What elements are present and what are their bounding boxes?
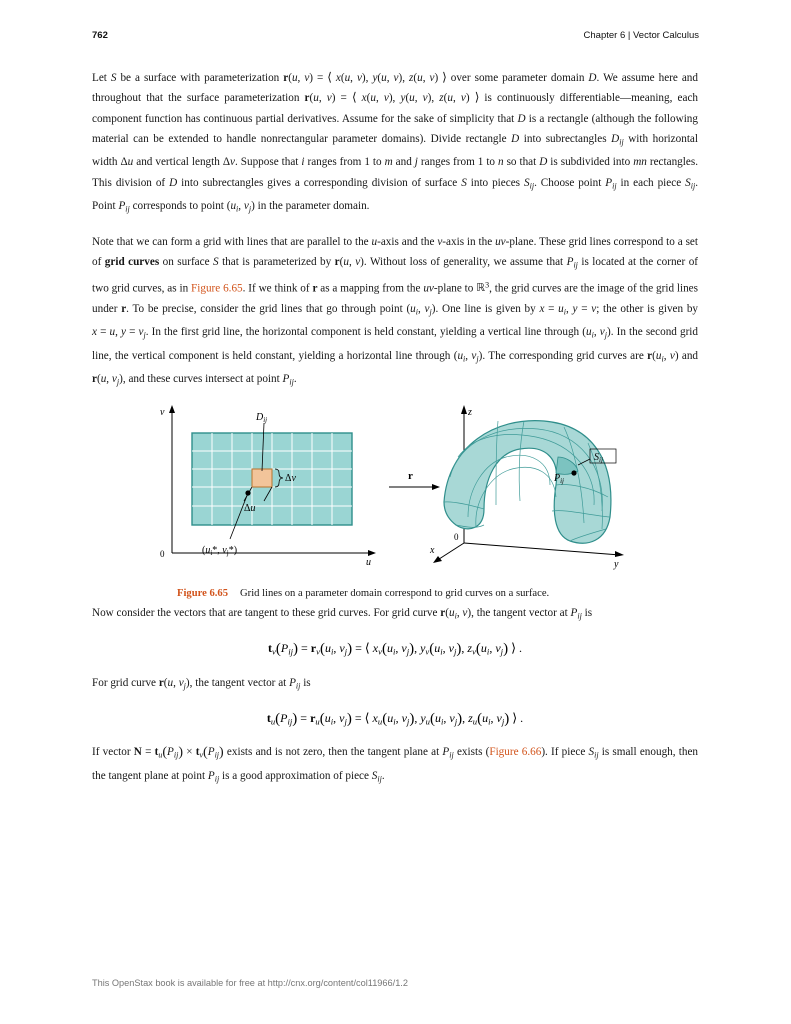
footer-text: This OpenStax book is available for free at http://cnx.org/content/col11966/1.2	[92, 978, 408, 988]
right-origin-label: 0	[454, 531, 459, 542]
chapter-title: Chapter 6 | Vector Calculus	[583, 30, 699, 41]
right-axis-y-label: y	[614, 558, 619, 570]
left-dij-label: $D_{ij}$	[256, 411, 268, 424]
paragraph-3: Now consider the vectors that are tangent to these grid curves. For grid curve $r(u_i$, v), the tangent vector at $P_{ij}$ is	[92, 606, 593, 621]
right-point-label: $P_{ij}$	[554, 472, 564, 485]
paragraph-5: If vector $N = t_u(P_{ij}) \times t_v(P_{ij})$ exists and is not zero, then the tangent plane at $P_{ij}$ exists (Figure 6.66). If piece $S_{ij}$ is small enough, then the tangent plane at point $P_{ij}$ is a good approximation of piece $S_{ij}$.	[92, 745, 699, 784]
figure-6-65	[92, 405, 698, 599]
left-axis-u-label: u	[366, 556, 371, 568]
figure-caption-label: Figure 6.65	[177, 587, 229, 599]
figure-6-66-link[interactable]: Figure 6.66	[489, 746, 542, 759]
page-content	[92, 68, 698, 801]
paragraph-2: Note that we can form a grid with lines that are parallel to the u-axis and the v-axis in the uv-plane. These grid lines correspond to a set of grid curves on surface S that is parameterized by r(u, v). Without loss of generality, we assume that $P_{ij}$ is located at the corner of two grid curves, as in Figure 6.65. If we think of r as a mapping from the uv-plane to ℝ$^3$, the grid curves are the image of the grid lines under r. To be precise, consider the grid lines that go through point ($u_i$, $v_j$). One line is given by $x = u_i$, y = v; the other is given by x = u, $y = v_j$. In the first grid line, the horizontal component is held constant, yielding a vertical line through ($u_i$, $v_j$). In the second grid line, the vertical component is held constant, yielding a horizontal line through ($u_i$, $v_j$). The corresponding grid curves are $r(u_i$, v) and r(u, $v_j$), and these curves intersect at point $P_{ij}$.	[92, 235, 699, 387]
page-number: 762	[92, 30, 108, 41]
figure-caption-text: Grid lines on a parameter domain correspond to grid curves on a surface.	[240, 587, 550, 599]
paragraph-1: Let S be a surface with parameterization r(u, v) = ⟨ x(u, v), y(u, v), z(u, v) ⟩ over some parameter domain D. We assume here and throughout that the surface parameterization r(u, v) = ⟨ x(u, v), y(u, v), z(u, v) ⟩ is continuously differentiable—meaning, each component function has continuous partial derivatives. Assume for the sake of simplicity that D is a rectangle (although the following material can be extended to handle nonrectangular parameter domains). Divide rectangle D into subrectangles $D_{ij}$ with horizontal width Δu and vertical length Δv. Suppose that i ranges from 1 to m and j ranges from 1 to n so that D is subdivided into mn rectangles. This division of D into subrectangles gives a corresponding division of surface S into pieces $S_{ij}$. Choose point $P_{ij}$ in each piece $S_{ij}$. Point $P_{ij}$ corresponds to point ($u_i$, $v_j$) in the parameter domain.	[92, 71, 699, 214]
figure-caption	[92, 588, 698, 599]
left-origin-label: 0	[160, 548, 165, 559]
right-axis-z-label: z	[468, 406, 472, 418]
right-piece-label: $S_{ij}$	[594, 451, 603, 464]
left-delta-v-label: Δv	[285, 472, 296, 484]
equation-tangent-v: $t_v(P_{ij}) = r_v(u_i$, $v_j$) = ⟨ $x_v(u_i$, $v_j$), $y_v(u_i$, $v_j$), $z_v(u_i$, $v_j$) ⟩ .	[268, 641, 522, 658]
left-sample-point-label: ($u_i*$, $v_j*$)	[202, 544, 238, 557]
map-arrow-label: r	[408, 469, 413, 482]
paragraph-4: For grid curve r(u, $v_j$), the tangent vector at $P_{ij}$ is	[92, 676, 311, 690]
equation-tangent-u: $t_u(P_{ij}) = r_u(u_i$, $v_j$) = ⟨ $x_u(u_i$, $v_j$), $y_u(u_i$, $v_j$), $z_u(u_i$, $v_j$) ⟩ .	[266, 711, 524, 728]
figure-6-65-link[interactable]: Figure 6.65	[191, 282, 243, 295]
figure-6-65-graphic	[92, 405, 698, 577]
left-axis-v-label: v	[160, 406, 165, 418]
left-delta-u-label: Δu	[244, 502, 256, 514]
right-axis-x-label: x	[430, 544, 435, 556]
